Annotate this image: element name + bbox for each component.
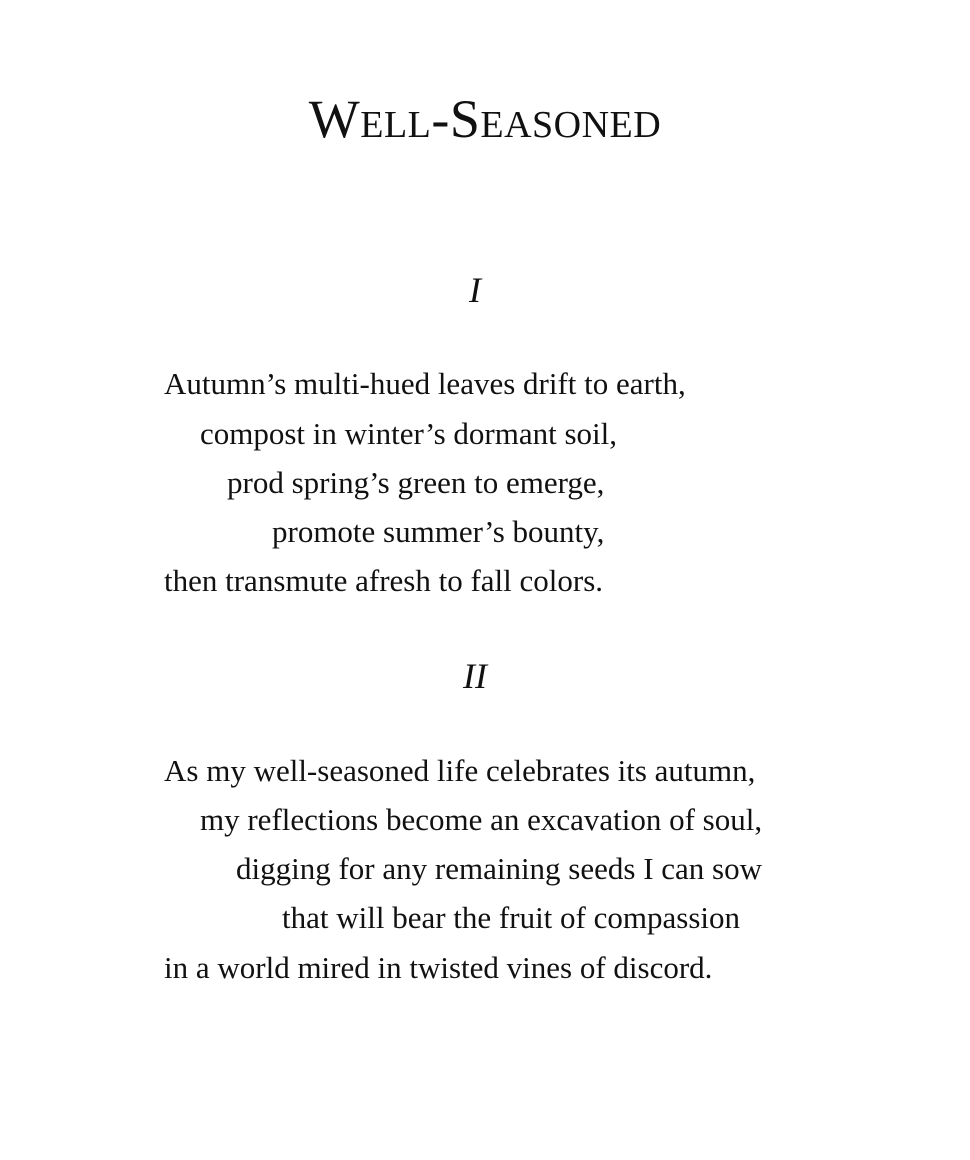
section-numeral-2: II	[463, 656, 487, 696]
stanza-2-line-1: As my well-seasoned life celebrates its autumn,	[164, 753, 756, 788]
poem-title: Well-Seasoned	[308, 89, 662, 149]
stanza-1-line-1: Autumn’s multi-hued leaves drift to earth,	[164, 366, 686, 401]
stanza-2-line-3: digging for any remaining seeds I can sow	[236, 851, 763, 886]
stanza-1-line-3: prod spring’s green to emerge,	[227, 465, 605, 500]
stanza-2-line-5: in a world mired in twisted vines of discord.	[164, 950, 713, 985]
stanza-2-line-2: my reflections become an excavation of soul,	[200, 802, 763, 837]
section-numeral-1: I	[469, 270, 481, 310]
stanza-1-line-5: then transmute afresh to fall colors.	[164, 563, 604, 598]
stanza-1-line-4: promote summer’s bounty,	[272, 514, 605, 549]
stanza-1-line-2: compost in winter’s dormant soil,	[200, 416, 618, 451]
stanza-2-line-4: that will bear the fruit of compassion	[282, 900, 740, 935]
